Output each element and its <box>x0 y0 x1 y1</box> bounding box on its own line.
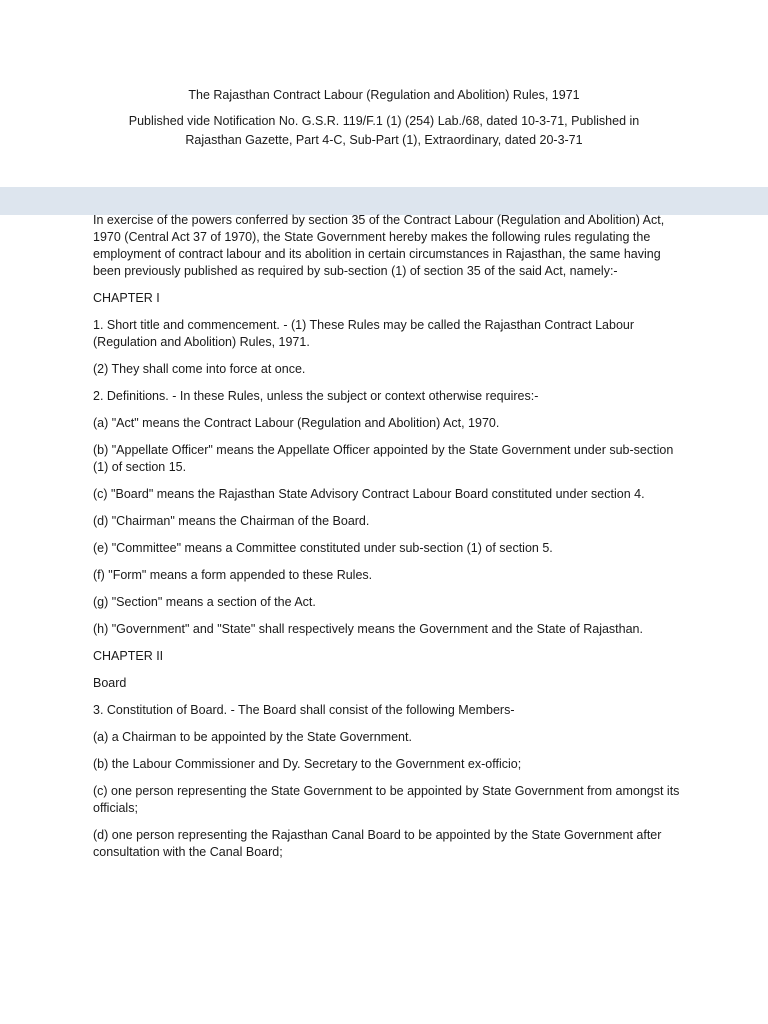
preamble-paragraph: In exercise of the powers conferred by section 35 of the Contract Labour (Regulation and Abolition) Act, 1970 (Central Act 37 of 1970), the State Government hereby makes the following rules regulating the employment of contract labour and its abolition in certain circumstances in Rajasthan, the same having been previously published as required by sub-section (1) of section 35 of the said Act, namely:- <box>93 213 665 278</box>
definition-item: (d) "Chairman" means the Chairman of the Board. <box>93 514 370 528</box>
section-divider-band <box>0 187 768 215</box>
document-header <box>0 86 768 150</box>
member-item: (a) a Chairman to be appointed by the State Government. <box>93 730 412 744</box>
publication-notice: Published vide Notification No. G.S.R. 119/F.1 (1) (254) Lab./68, dated 10-3-71, Published in Rajasthan Gazette, Part 4-C, Sub-Part (1), Extraordinary, dated 20-3-71 <box>128 114 640 147</box>
definition-item: (c) "Board" means the Rajasthan State Advisory Contract Labour Board constituted under section 4. <box>93 487 645 501</box>
rule-paragraph: (2) They shall come into force at once. <box>93 362 306 376</box>
member-item: (d) one person representing the Rajasthan Canal Board to be appointed by the State Government after consultation with the Canal Board; <box>93 828 662 859</box>
rule-paragraph: 3. Constitution of Board. - The Board shall consist of the following Members- <box>93 703 515 717</box>
rule-paragraph: 2. Definitions. - In these Rules, unless the subject or context otherwise requires:- <box>93 389 539 403</box>
member-item: (c) one person representing the State Government to be appointed by State Government from amongst its officials; <box>93 784 680 815</box>
chapter-heading: CHAPTER II <box>93 649 164 663</box>
section-heading: Board <box>93 676 127 690</box>
definition-item: (h) "Government" and "State" shall respectively means the Government and the State of Rajasthan. <box>93 622 643 636</box>
definition-item: (g) "Section" means a section of the Act. <box>93 595 316 609</box>
rule-paragraph: 1. Short title and commencement. - (1) These Rules may be called the Rajasthan Contract Labour (Regulation and Abolition) Rules, 1971. <box>93 318 635 349</box>
chapter-heading: CHAPTER I <box>93 291 160 305</box>
document-body <box>93 212 683 871</box>
definition-item: (f) "Form" means a form appended to these Rules. <box>93 568 373 582</box>
definition-item: (e) "Committee" means a Committee constituted under sub-section (1) of section 5. <box>93 541 553 555</box>
definition-item: (a) "Act" means the Contract Labour (Regulation and Abolition) Act, 1970. <box>93 416 500 430</box>
definition-item: (b) "Appellate Officer" means the Appellate Officer appointed by the State Government under sub-section (1) of section 15. <box>93 443 674 474</box>
member-item: (b) the Labour Commissioner and Dy. Secretary to the Government ex-officio; <box>93 757 522 771</box>
document-title: The Rajasthan Contract Labour (Regulation and Abolition) Rules, 1971 <box>188 88 580 102</box>
